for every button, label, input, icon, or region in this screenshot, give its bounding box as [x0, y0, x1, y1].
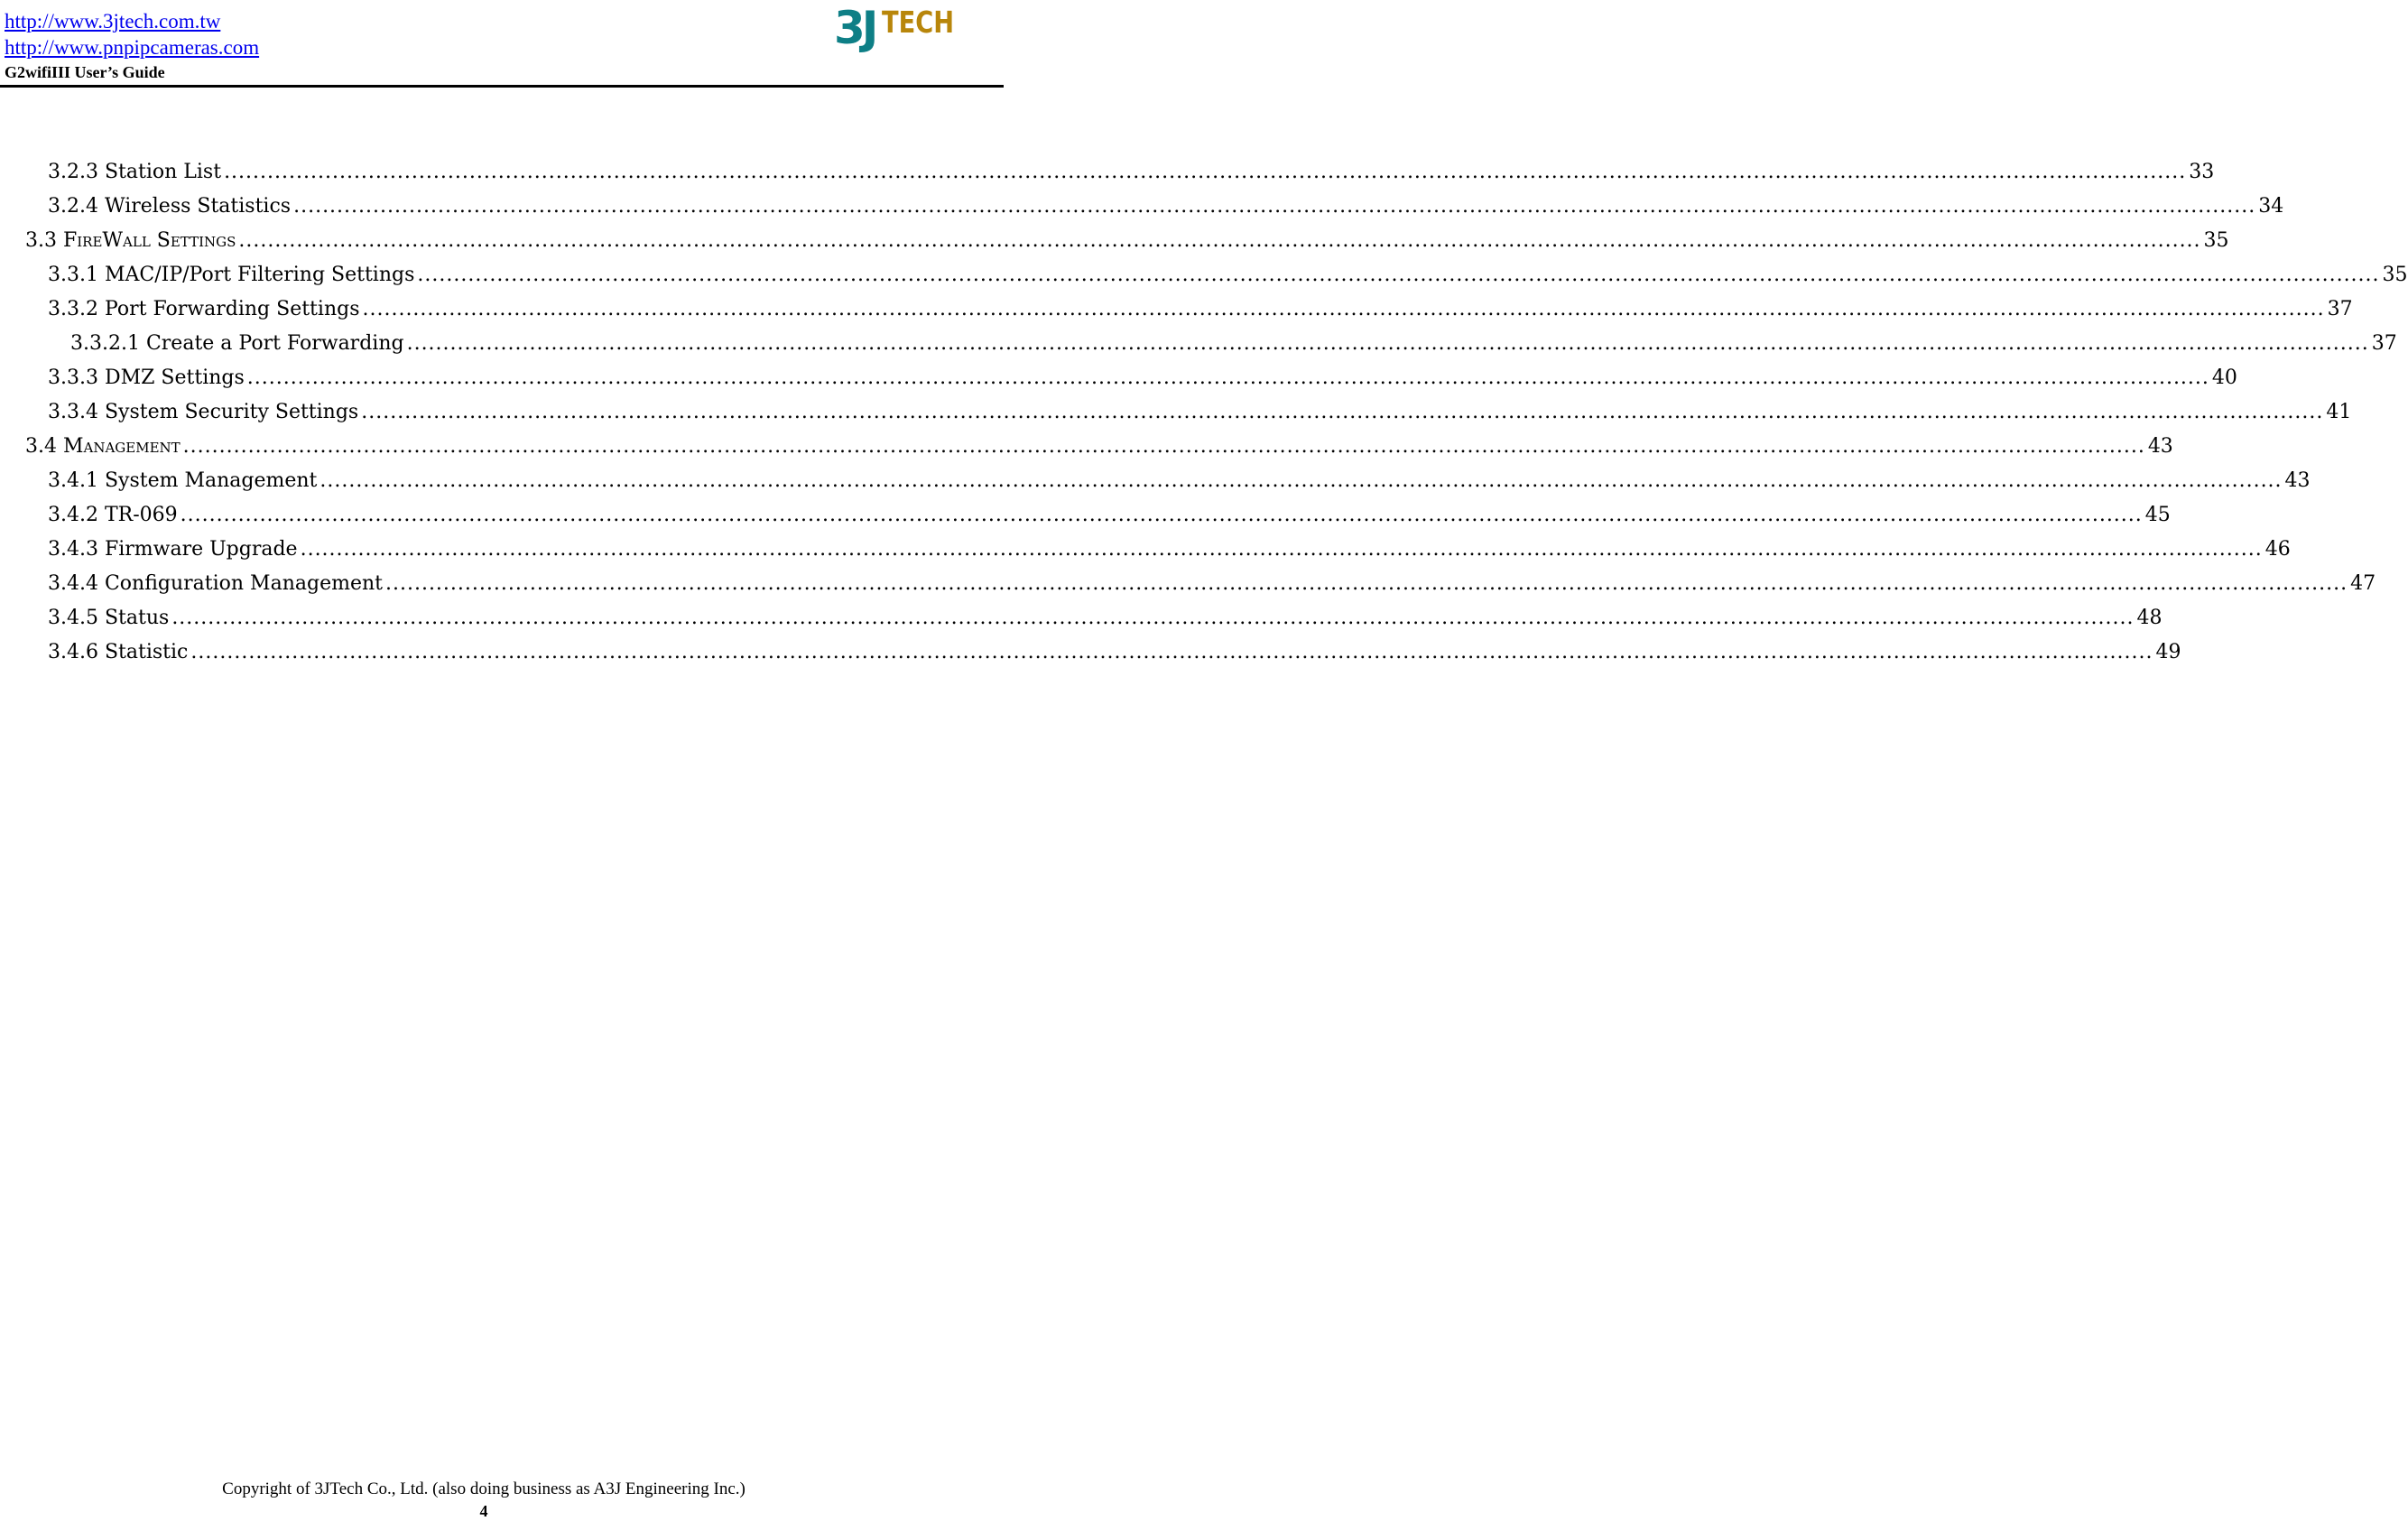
toc-entry-label: 3.3.3 DMZ Settings: [48, 366, 245, 389]
toc-entry-label: 3.2.4 Wireless Statistics: [48, 195, 292, 218]
toc-entry-page: 37: [2371, 332, 2397, 355]
toc-entry[interactable]: [48, 298, 2353, 332]
3jtech-logo: [832, 0, 959, 54]
toc-entry[interactable]: [25, 435, 2173, 469]
website-link-3jtech[interactable]: http://www.3jtech.com.tw: [5, 10, 221, 32]
toc-entry-label: 3.3.2.1 Create a Port Forwarding: [70, 332, 404, 355]
toc-leader-dots: [417, 264, 2379, 286]
toc-entry-label: 3.4 Management: [25, 435, 181, 458]
toc-entry[interactable]: [48, 607, 2163, 641]
toc-entry-page: 48: [2136, 607, 2163, 629]
toc-entry-page: 41: [2326, 401, 2352, 423]
toc-leader-dots: [301, 538, 2263, 561]
website-link-pnpipcameras[interactable]: http://www.pnpipcameras.com: [5, 36, 260, 59]
toc-leader-dots: [361, 401, 2323, 423]
toc-entry-page: 47: [2350, 572, 2376, 595]
toc-entry-page: 33: [2189, 161, 2215, 183]
toc-leader-dots: [224, 161, 2186, 183]
toc-leader-dots: [238, 229, 2200, 252]
toc-leader-dots: [362, 298, 2324, 320]
toc-entry-label: 3.4.5 Status: [48, 607, 170, 629]
toc-entry-label: 3.4.2 TR-069: [48, 504, 178, 526]
toc-entry-page: 43: [2147, 435, 2173, 458]
toc-entry-page: 49: [2155, 641, 2181, 663]
toc-entry-page: 35: [2382, 264, 2408, 286]
toc-entry[interactable]: [48, 641, 2181, 675]
page-number: 4: [479, 1502, 488, 1520]
toc-entry-page: 40: [2211, 366, 2237, 389]
toc-leader-dots: [247, 366, 2209, 389]
toc-entry-label: 3.3.2 Port Forwarding Settings: [48, 298, 360, 320]
toc-entry-label: 3.3 FireWall Settings: [25, 229, 236, 252]
toc-entry-page: 46: [2264, 538, 2291, 561]
toc-entry[interactable]: [48, 195, 2284, 229]
toc-entry-label: 3.3.1 MAC/IP/Port Filtering Settings: [48, 264, 415, 286]
toc-entry[interactable]: [48, 572, 2376, 607]
toc-entry[interactable]: [48, 469, 2311, 504]
toc-leader-dots: [320, 469, 2282, 492]
toc-entry-page: 37: [2327, 298, 2353, 320]
toc-entry-label: 3.3.4 System Security Settings: [48, 401, 359, 423]
toc-leader-dots: [190, 641, 2153, 663]
toc-leader-dots: [407, 332, 2369, 355]
toc-leader-dots: [181, 504, 2143, 526]
toc-leader-dots: [183, 435, 2145, 458]
footer-copyright: Copyright of 3JTech Co., Ltd. (also doing business as A3J Engineering Inc.): [222, 1479, 746, 1498]
toc-entry[interactable]: [48, 264, 2408, 298]
toc-entry-page: 45: [2144, 504, 2171, 526]
toc-entry[interactable]: [48, 504, 2171, 538]
toc-leader-dots: [171, 607, 2134, 629]
toc-leader-dots: [385, 572, 2348, 595]
toc-entry-page: 34: [2258, 195, 2284, 218]
toc-entry[interactable]: [25, 229, 2229, 264]
header-divider: [0, 85, 1004, 88]
toc-entry-label: 3.4.4 Configuration Management: [48, 572, 383, 595]
toc-entry-label: 3.4.6 Statistic: [48, 641, 189, 663]
toc-entry-label: 3.4.3 Firmware Upgrade: [48, 538, 298, 561]
toc-entry[interactable]: [70, 332, 2397, 366]
toc-entry[interactable]: [48, 538, 2291, 572]
toc-entry-label: 3.2.3 Station List: [48, 161, 222, 183]
logo-text-3j: 3J: [834, 2, 875, 54]
toc-leader-dots: [293, 195, 2255, 218]
toc-entry[interactable]: [48, 401, 2352, 435]
toc-entry-label: 3.4.1 System Management: [48, 469, 318, 492]
toc-entry[interactable]: [48, 161, 2215, 195]
toc-entry-page: 43: [2284, 469, 2311, 492]
toc-entry[interactable]: [48, 366, 2237, 401]
page-header: [0, 0, 1004, 88]
toc-entry-page: 35: [2203, 229, 2229, 252]
guide-title: G2wifiIII User’s Guide: [5, 63, 165, 81]
logo-text-tech: TECH: [882, 5, 954, 40]
